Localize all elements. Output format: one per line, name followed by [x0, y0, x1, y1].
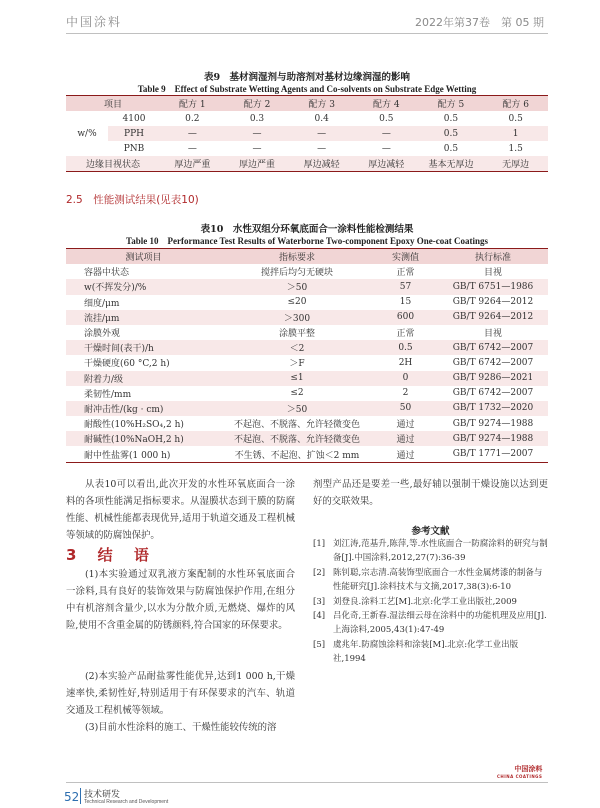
reference-item: [313, 609, 548, 637]
table-cell: 不起泡、不脱落、允许轻微变色: [233, 420, 360, 431]
table-cell: 0: [402, 373, 409, 384]
table-cell: 0.4: [314, 113, 329, 124]
page-number: 52: [64, 790, 80, 804]
table-cell: GB/T 9264—2012: [452, 312, 534, 323]
journal-name: 中国涂料: [66, 15, 123, 29]
conclusion-paragraph-2: (2)本实验产品耐盐雾性能优异,达到1 000 h,干燥速率快,柔韧性好,特别适用于有环保要求的汽车、轨道交通及工程机械等领域。: [66, 671, 295, 716]
table-cell: 干燥硬度(60 °C,2 h): [84, 359, 170, 370]
reference-number: [5]: [313, 640, 326, 650]
table-row: [66, 111, 548, 126]
table10-header: 执行标准: [474, 253, 511, 264]
table-cell: 0.2: [185, 113, 200, 124]
reference-text: 吕化奇,王新春.湿法细云母在涂料中的功能机理及应用[J].上海涂料,2005,43(1):47-49: [333, 611, 547, 636]
reference-number: [2]: [313, 568, 326, 578]
table-cell: 0.5: [379, 113, 394, 124]
reference-item: [313, 566, 548, 594]
table-row: [66, 386, 548, 401]
section-heading: 2.5 性能测试结果(见表10): [66, 194, 199, 206]
reference-number: [4]: [313, 611, 326, 621]
table-cell: 不起泡、不脱落、允许轻微变色: [233, 435, 360, 446]
footer-divider: [66, 782, 548, 783]
table-cell: 厚边减轻: [303, 160, 340, 170]
reference-item: [313, 537, 548, 565]
table-cell: ＞F: [289, 359, 305, 370]
table-row: [66, 340, 548, 355]
table-row: [66, 355, 548, 370]
table9-header: 配方 5: [437, 100, 465, 110]
table-cell: 57: [399, 281, 412, 292]
table9-header-row: [66, 96, 548, 112]
table-cell: GB/T 6742—2007: [452, 357, 534, 368]
table-cell: 2: [402, 388, 409, 399]
table-cell: PNB: [123, 143, 145, 154]
table10-header: 指标要求: [278, 253, 315, 264]
table9-group-label: w/%: [77, 128, 97, 139]
reference-text: 刘登良.涂料工艺[M].北京:化学工业出版社,2009: [333, 597, 517, 607]
reference-text: 陈钊聪,宗志清.高装饰型底面合一水性金属烤漆的制备与性能研究[J].涂料技术与文摘,2017,38(3):6-10: [333, 568, 543, 593]
footer-bar: [80, 788, 81, 804]
table-row: [66, 416, 548, 431]
table-cell: 50: [399, 403, 412, 414]
table10-header: 实测值: [391, 253, 419, 264]
table-cell: 目视: [483, 329, 502, 340]
table9-header: 配方 1: [179, 100, 206, 110]
body-paragraph: 从表10可以看出,此次开发的水性环氧底面合一涂料的各项性能满足指标要求。从湿膜状态到干膜的防腐性能、机械性能都表现优异,适用于轨道交通及工程机械等领域的防腐蚀保护。: [66, 479, 295, 541]
table-cell: GB/T 9286—2021: [452, 373, 534, 384]
table-row: [66, 371, 548, 386]
table-cell: 0.5: [443, 143, 459, 154]
table-cell: 0.5: [398, 342, 413, 353]
issue-info: 2022年第37卷 第 05 期: [415, 16, 544, 29]
table-cell: 容器中状态: [84, 268, 130, 279]
table-cell: —: [381, 143, 391, 154]
conclusion-paragraph-1: (1)本实验通过双乳液方案配制的水性环氧底面合一涂料,具有良好的装饰效果与防腐蚀保护作用,在组分中有机溶剂含量少,以水为分散介质,无燃烧、爆炸的风险,使用不含重金属的防锈颜料,符合国家的环保要求。: [66, 569, 295, 631]
table9-header: 配方 3: [308, 100, 335, 110]
table-cell: 1: [512, 128, 519, 139]
table-row: [66, 446, 548, 462]
table9: [66, 95, 548, 172]
conclusion-text: (3)目前水性涂料的施工、干燥性能较传统的溶: [85, 722, 277, 733]
header-divider: [66, 33, 548, 34]
table-cell: ≤2: [290, 388, 304, 399]
table-cell: 1.5: [508, 143, 523, 154]
table-cell: 附着力/级: [84, 374, 124, 385]
table-cell: 通过: [396, 435, 415, 446]
table-cell: —: [187, 143, 197, 154]
table-cell: 耐碱性(10%NaOH,2 h): [84, 435, 184, 446]
table-cell: 通过: [396, 420, 415, 431]
table-cell: 目视: [483, 268, 502, 279]
column-name-cn: 技术研发: [84, 790, 121, 800]
table-row: [66, 295, 548, 310]
table-row: [66, 264, 548, 279]
table9-header: 项目: [104, 100, 123, 110]
reference-item: [313, 638, 548, 666]
table-cell: ＞50: [286, 283, 308, 294]
table-cell: 厚边减轻: [368, 160, 405, 170]
table-cell: 4100: [122, 113, 146, 124]
table9-header: 配方 6: [502, 100, 529, 110]
table9-header: 配方 2: [243, 100, 271, 110]
table-cell: 0.3: [249, 113, 265, 124]
table-cell: 2H: [398, 357, 413, 368]
table-cell: 涂膜平整: [278, 329, 315, 340]
reference-text: 虞兆年.防腐蚀涂料和涂装[M].北京:化学工业出版社,1994: [333, 640, 519, 665]
table-cell: 正常: [396, 329, 415, 340]
table9-caption-cn: 表9 基材润湿剂与助溶剂对基材边缘润湿的影响: [203, 72, 411, 83]
table-cell: GB/T 6751—1986: [452, 281, 534, 292]
table-cell: 无厚边: [502, 160, 530, 170]
table-cell: ≤1: [290, 373, 304, 384]
table-cell: —: [317, 143, 327, 154]
table-row: [66, 156, 548, 172]
table-cell: 细度/μm: [84, 298, 120, 309]
table10: [66, 248, 548, 463]
table-cell: 正常: [396, 268, 415, 279]
table-cell: w(不挥发分)/%: [84, 283, 147, 294]
table-cell: GB/T 9264—2012: [452, 297, 534, 308]
table-row: [66, 126, 548, 141]
table-row: [66, 401, 548, 416]
table-cell: 边缘目视状态: [86, 160, 141, 170]
table-cell: 通过: [396, 450, 415, 461]
table-cell: 耐冲击性/(kg · cm): [84, 404, 164, 415]
table-row: [66, 325, 548, 340]
table-cell: GB/T 1732—2020: [452, 403, 534, 414]
table-cell: 600: [396, 312, 415, 323]
table10-caption-cn: 表10 水性双组分环氧底面合一涂料性能检测结果: [200, 224, 414, 235]
table-cell: 基本无厚边: [428, 160, 474, 170]
conclusion-paragraph-3: [66, 719, 295, 736]
table-row: [66, 310, 548, 325]
table-cell: PPH: [124, 128, 144, 139]
table-cell: 涂膜外观: [84, 329, 121, 340]
table-cell: ＞300: [283, 313, 311, 324]
section-3-heading: 3 结 语: [66, 546, 157, 564]
table-cell: 柔韧性/mm: [84, 389, 132, 400]
table-cell: ≤20: [287, 297, 307, 308]
table10-caption-en: Table 10 Performance Test Results of Waterborne Two-component Epoxy One-coat Coatings: [126, 236, 488, 246]
table-cell: 流挂/μm: [84, 313, 120, 324]
table-cell: 15: [399, 297, 412, 308]
table-cell: 0.5: [443, 113, 459, 124]
table-cell: GB/T 9274—1988: [452, 418, 534, 429]
table-cell: 0.5: [443, 128, 459, 139]
table9-caption-en: Table 9 Effect of Substrate Wetting Agents and Co-solvents on Substrate Edge Wetting: [137, 84, 477, 94]
table-cell: 0.5: [508, 113, 523, 124]
table-cell: GB/T 9274—1988: [452, 433, 534, 444]
table-cell: —: [381, 128, 391, 139]
table9-header: 配方 4: [373, 100, 400, 110]
table-cell: 干燥时间(表干)/h: [84, 344, 154, 355]
body-paragraph-right: 剂型产品还是要差一些,最好辅以强制干燥设施以达到更好的交联效果。: [313, 479, 548, 507]
references-title: 参考文献: [411, 526, 450, 537]
table-cell: GB/T 6742—2007: [452, 342, 534, 353]
column-name-en: Technical Research and Development: [84, 799, 169, 805]
table-row: [66, 279, 548, 294]
reference-number: [1]: [313, 539, 326, 549]
table-cell: ＞50: [286, 404, 308, 415]
table10-header: 测试项目: [125, 253, 162, 264]
journal-logo: [497, 764, 542, 779]
table-cell: ＜2: [289, 344, 305, 355]
table-cell: —: [317, 128, 327, 139]
table-cell: 耐酸性(10%H₂SO₄,2 h): [84, 420, 184, 431]
table-row: [66, 141, 548, 156]
logo-text-cn: 中国涂料: [514, 765, 543, 773]
table-row: [66, 431, 548, 446]
reference-text: 刘江涛,范基升,陈萍,等.水性底面合一防腐涂料的研究与制备[J].中国涂料,2012,27(7):36-39: [333, 539, 548, 564]
table-cell: 厚边严重: [238, 160, 275, 170]
table-cell: 搅拌后均匀无硬块: [260, 268, 333, 279]
reference-number: [3]: [313, 597, 326, 607]
table-cell: 耐中性盐雾(1 000 h): [84, 450, 171, 461]
reference-item: [313, 595, 548, 609]
table-cell: GB/T 6742—2007: [452, 388, 534, 399]
table-cell: 厚边严重: [174, 160, 211, 170]
table-cell: —: [187, 128, 197, 139]
table-cell: —: [252, 143, 262, 154]
table10-header-row: [66, 249, 548, 265]
table-cell: —: [252, 128, 262, 139]
table-cell: GB/T 1771—2007: [452, 449, 534, 460]
logo-text-en: CHINA COATINGS: [497, 774, 543, 779]
table-cell: 不生锈、不起泡、扩蚀＜2 mm: [234, 450, 360, 461]
